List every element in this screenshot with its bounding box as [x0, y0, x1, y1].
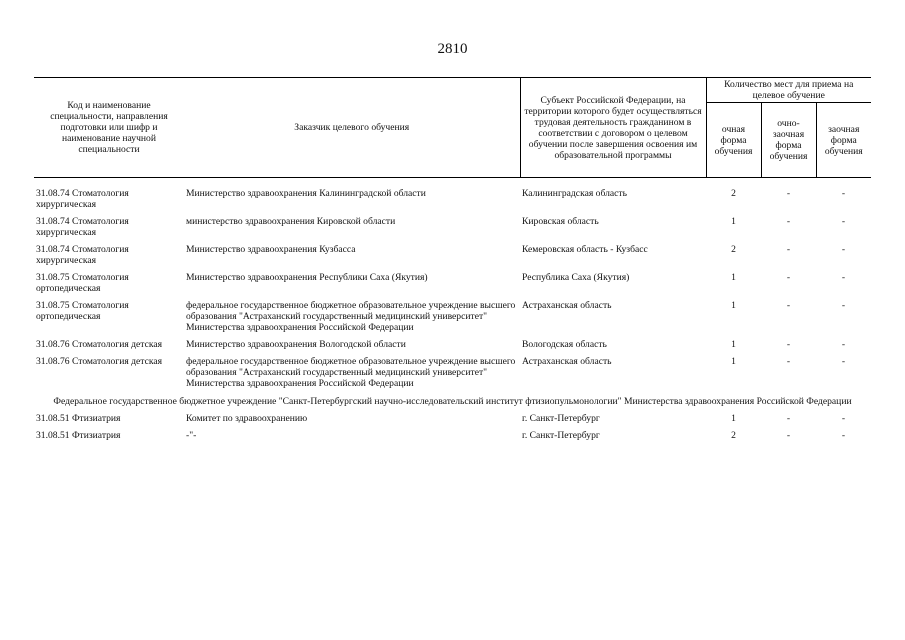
full-time-count: 1	[731, 300, 736, 311]
full-time-count: 1	[731, 339, 736, 350]
extramural-count: -	[841, 300, 846, 311]
full-time-count: 1	[731, 216, 736, 227]
part-time-count: -	[786, 300, 791, 311]
table-row	[34, 242, 871, 270]
full-time-count: 1	[731, 272, 736, 283]
header-extramural: заочная форма обучения	[816, 103, 871, 178]
table-row	[34, 298, 871, 337]
extramural-count: -	[841, 356, 846, 367]
part-time-count: -	[786, 216, 791, 227]
part-time-count: -	[786, 430, 791, 441]
full-time-count: 2	[731, 244, 736, 255]
extramural-count: -	[841, 216, 846, 227]
specialty-cell: 31.08.51 Фтизиатрия	[36, 430, 121, 441]
customer-cell: Комитет по здравоохранению	[186, 413, 308, 424]
specialty-cell: 31.08.74 Стоматология хирургическая	[36, 188, 129, 210]
header-customer: Заказчик целевого обучения	[184, 78, 520, 178]
customer-cell: министерство здравоохранения Кировской области	[186, 216, 396, 227]
specialty-cell: 31.08.75 Стоматология ортопедическая	[36, 272, 129, 294]
region-cell: Астраханская область	[522, 300, 612, 311]
header-specialty: Код и наименование специальности, направления подготовки или шифр и наименование научной специальности	[34, 78, 184, 178]
region-cell: г. Санкт-Петербург	[522, 413, 600, 424]
extramural-count: -	[841, 272, 846, 283]
part-time-count: -	[786, 339, 791, 350]
specialty-cell: 31.08.74 Стоматология хирургическая	[36, 244, 129, 266]
customer-cell: федеральное государственное бюджетное образовательное учреждение высшего образования "Астраханский государственный медицинский университет" Министерства здравоохранения Российской Федерации	[186, 300, 516, 333]
extramural-count: -	[841, 430, 846, 441]
header-places-group: Количество мест для приема на целевое обучение	[706, 78, 871, 103]
specialty-cell: 31.08.76 Стоматология детская	[36, 356, 163, 367]
section-title: Федеральное государственное бюджетное учреждение "Санкт-Петербургский научно-исследовательский институт фтизиопульмонологии" Министерства здравоохранения Российской Федерации	[53, 396, 852, 407]
header-region: Субъект Российской Федерации, на территории которого будет осуществляться трудовая деятельность гражданином в соответствии с договором о целевом обучении после завершения освоения им образовательной программы	[520, 78, 706, 178]
region-cell: г. Санкт-Петербург	[522, 430, 600, 441]
table-row	[34, 186, 871, 214]
table-row	[34, 214, 871, 242]
header-full-time: очная форма обучения	[706, 103, 761, 178]
full-time-count: 2	[731, 430, 736, 441]
specialty-cell: 31.08.74 Стоматология хирургическая	[36, 216, 129, 238]
part-time-count: -	[786, 413, 791, 424]
specialty-cell: 31.08.51 Фтизиатрия	[36, 413, 121, 424]
header-part-time: очно-заочная форма обучения	[761, 103, 816, 178]
customer-cell: Министерство здравоохранения Кузбасса	[186, 244, 356, 255]
region-cell: Астраханская область	[522, 356, 612, 367]
full-time-count: 1	[731, 413, 736, 424]
extramural-count: -	[841, 413, 846, 424]
customer-cell: Министерство здравоохранения Республики Саха (Якутия)	[186, 272, 428, 283]
customer-cell: федеральное государственное бюджетное образовательное учреждение высшего образования "Астраханский государственный медицинский университет" Министерства здравоохранения Российской Федерации	[186, 356, 516, 389]
region-cell: Калининградская область	[522, 188, 627, 199]
part-time-count: -	[786, 188, 791, 199]
table-row	[34, 428, 871, 445]
extramural-count: -	[841, 244, 846, 255]
table-row	[34, 337, 871, 354]
extramural-count: -	[841, 188, 846, 199]
customer-cell: Министерство здравоохранения Вологодской области	[186, 339, 406, 350]
table-spacer	[34, 178, 871, 187]
page-number: 2810	[437, 41, 468, 57]
region-cell: Кировская область	[522, 216, 599, 227]
table-row	[34, 270, 871, 298]
part-time-count: -	[786, 244, 791, 255]
part-time-count: -	[786, 356, 791, 367]
region-cell: Вологодская область	[522, 339, 607, 350]
region-cell: Республика Саха (Якутия)	[522, 272, 630, 283]
section-row	[34, 393, 871, 411]
full-time-count: 1	[731, 356, 736, 367]
specialty-cell: 31.08.75 Стоматология ортопедическая	[36, 300, 129, 322]
full-time-count: 2	[731, 188, 736, 199]
target-admission-table	[34, 77, 871, 445]
region-cell: Кемеровская область - Кузбасс	[522, 244, 648, 255]
part-time-count: -	[786, 272, 791, 283]
specialty-cell: 31.08.76 Стоматология детская	[36, 339, 163, 350]
table-row	[34, 411, 871, 428]
extramural-count: -	[841, 339, 846, 350]
table-row	[34, 354, 871, 393]
customer-cell: -"-	[186, 430, 197, 441]
customer-cell: Министерство здравоохранения Калининградской области	[186, 188, 426, 199]
